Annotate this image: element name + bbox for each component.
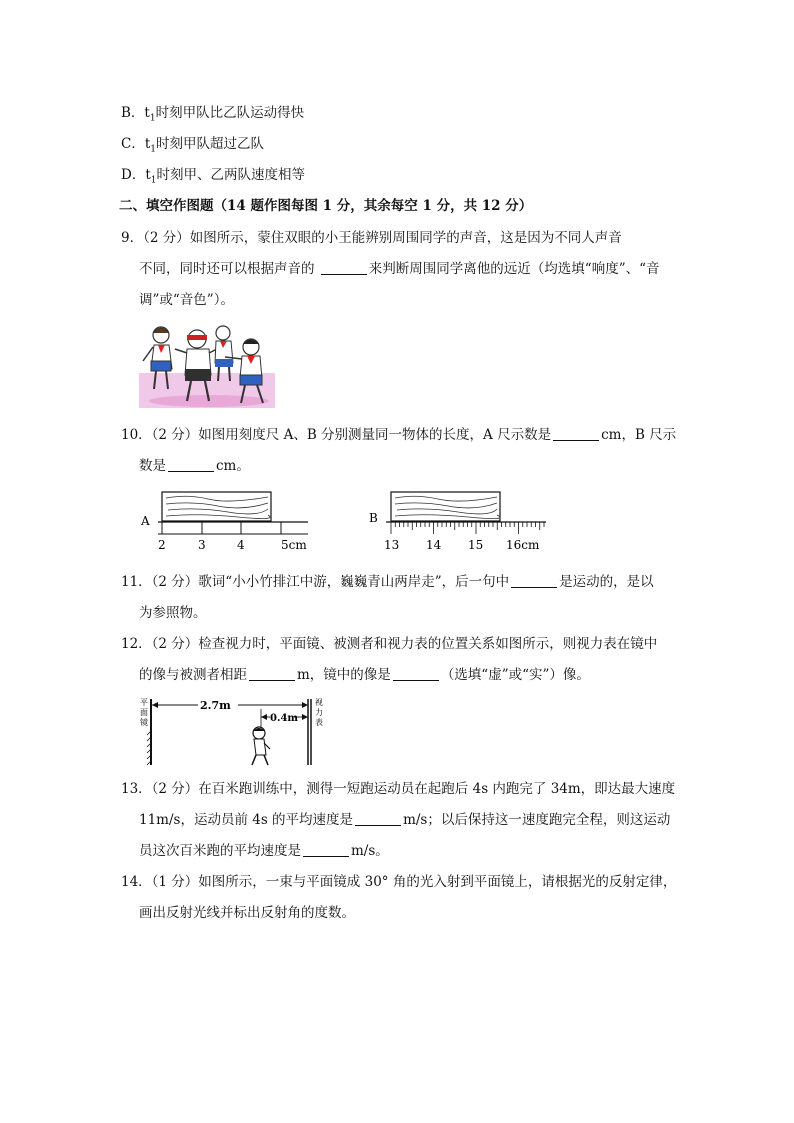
q14-line1: 14．（1 分）如图所示，一束与平面镜成 30° 角的光入射到平面镜上，请根据光的反射定律， — [121, 874, 677, 890]
ruler-b-tick-3: 16cm — [506, 538, 540, 552]
q9-line1: 9．（2 分）如图所示，蒙住双眼的小王能辨别周围同学的声音，这是因为不同人声音 — [121, 230, 622, 246]
q13-blank-a[interactable] — [355, 811, 401, 826]
vision-test-figure — [138, 695, 334, 767]
q10-line1-b: cm，B 尺示 — [601, 427, 677, 443]
distance-0-4m: 0.4m — [270, 713, 298, 724]
q13-line3-a: 员这次百米跑的平均速度是 — [139, 843, 301, 859]
ruler-a-label: A — [141, 514, 150, 528]
q11-blank[interactable] — [511, 573, 557, 588]
option-b-prefix: B．t — [121, 105, 150, 121]
q10-line1 — [121, 425, 676, 445]
q11-line2: 为参照物。 — [139, 605, 207, 621]
option-d — [121, 165, 305, 191]
mirror-label: 平 面 镜 — [140, 698, 148, 727]
q13-line1: 13．（2 分）在百米跑训练中，测得一短跑运动员在起跑后 4s 内跑完了 34m，即达最大速度 — [121, 781, 676, 797]
q12-line2-a: 的像与被测者相距 — [139, 667, 247, 683]
option-d-text: 时刻甲、乙两队速度相等 — [156, 167, 305, 183]
q12-line2 — [139, 665, 590, 685]
q13-line3 — [139, 841, 389, 861]
ruler-a-figure — [138, 488, 313, 554]
q9-line2-b: 来判断周围同学离他的远近（均选填“响度”、“音 — [368, 261, 660, 277]
q9-blank[interactable] — [321, 260, 367, 275]
option-d-prefix: D．t — [121, 167, 151, 183]
q10-line1-a: 10．（2 分）如图用刻度尺 A、B 分别测量同一物体的长度，A 尺示数是 — [121, 427, 552, 443]
q11-line1-a: 11．（2 分）歌词“小小竹排江中游，巍巍青山两岸走”，后一句中 — [121, 574, 510, 590]
ruler-b-tick-0: 13 — [384, 538, 400, 552]
q9-line2 — [139, 259, 660, 279]
person-icon — [252, 727, 270, 765]
ruler-b-figure — [366, 488, 550, 554]
ruler-a-tick-1: 3 — [198, 538, 206, 552]
q13-line2-b: m/s；以后保持这一速度跑完全程，则这运动 — [403, 812, 671, 828]
option-b — [121, 103, 304, 129]
children-illustration — [139, 321, 275, 408]
q11-line1-b: 是运动的，是以 — [559, 574, 654, 590]
option-b-text: 时刻甲队比乙队运动得快 — [155, 105, 305, 121]
option-c-text: 时刻甲队超过乙队 — [156, 136, 264, 152]
q13-line2 — [139, 810, 670, 830]
ruler-a-tick-3: 5cm — [281, 538, 307, 552]
q12-blank-a[interactable] — [249, 666, 295, 681]
q10-line2-b: cm。 — [216, 458, 250, 474]
q14-line2: 画出反射光线并标出反射角的度数。 — [139, 905, 355, 921]
q12-line2-c: （选填“虚”或“实”）像。 — [440, 667, 590, 683]
option-d-sub: 1 — [150, 175, 157, 186]
ruler-a-tick-0: 2 — [158, 538, 166, 552]
ruler-b-tick-1: 14 — [426, 538, 442, 552]
q12-line1: 12．（2 分）检查视力时，平面镜、被测者和视力表的位置关系如图所示，则视力表在镜中 — [121, 636, 658, 652]
ruler-b-tick-2: 15 — [468, 538, 484, 552]
q9-line3: 调”或“音色”）。 — [139, 292, 234, 308]
q12-blank-b[interactable] — [393, 666, 439, 681]
q10-blank-a[interactable] — [553, 426, 599, 441]
option-c-prefix: C．t — [121, 136, 151, 152]
q13-line2-a: 11m/s，运动员前 4s 的平均速度是 — [139, 812, 354, 828]
q12-line2-b: m，镜中的像是 — [297, 667, 391, 683]
option-c-sub: 1 — [150, 144, 156, 155]
q9-line2-a: 不同，同时还可以根据声音的 — [139, 261, 319, 277]
q13-blank-b[interactable] — [303, 842, 349, 857]
q10-blank-b[interactable] — [168, 457, 214, 472]
section-title: 二、填空作图题（14 题作图每图 1 分，其余每空 1 分，共 12 分） — [119, 198, 533, 214]
distance-2-7m: 2.7m — [200, 699, 231, 712]
q10-line2 — [139, 456, 250, 476]
q13-line3-b: m/s。 — [351, 843, 389, 859]
option-b-sub: 1 — [149, 113, 156, 124]
eye-chart-label: 视 力 表 — [315, 698, 323, 727]
ruler-b-label: B — [369, 511, 378, 525]
q11-line1 — [121, 572, 654, 592]
option-c — [121, 134, 264, 160]
ruler-a-tick-2: 4 — [237, 538, 245, 552]
q10-line2-a: 数是 — [139, 458, 166, 474]
